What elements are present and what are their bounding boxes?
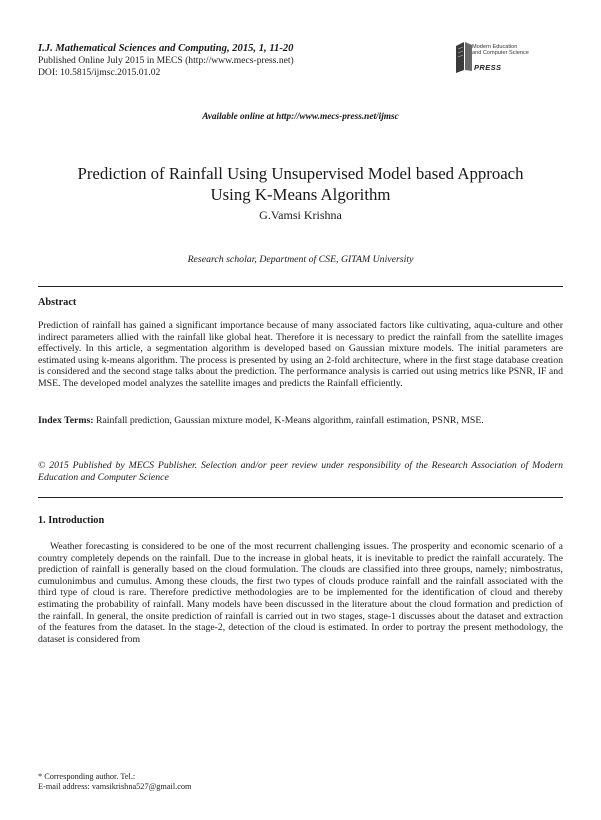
published-online: Published Online July 2015 in MECS (http://www.mecs-press.net) bbox=[38, 55, 294, 66]
logo-text bbox=[472, 44, 529, 57]
abstract-text: Prediction of rainfall has gained a significant importance because of many associated factors like cultivating, aqua-culture and other indirect parameters allied with the rainfall like global heat. Therefore it is necessary to predict the rainfall from the satellite images effectively. In this article, a segmentation algorithm is developed based on Gaussian mixture models. The initial parameters are estimated using k-means algorithm. The process is presented by using an 2-fold architecture, where in the first stage database creation is considered and the second stage talks about the prediction. The performance analysis is carried out using metrics like PSNR, IF and MSE. The developed model analyzes the satellite images and predicts the Rainfall efficiently. bbox=[38, 320, 563, 389]
title-line-1: Prediction of Rainfall Using Unsupervised Model based Approach bbox=[77, 164, 524, 183]
copyright-notice: © 2015 Published by MECS Publisher. Selection and/or peer review under responsibility of the Research Association of Modern Education and Computer Science bbox=[38, 460, 563, 483]
paper-title bbox=[30, 163, 571, 205]
author-name: G.Vamsi Krishna bbox=[259, 208, 342, 222]
logo-line-1: Modern Education bbox=[472, 44, 518, 50]
introduction-text: Weather forecasting is considered to be one of the most recurrent challenging issues. The prosperity and economic scenario of a country completely depends on the rainfall. Due to the increase in global heats, it is inevitable to predict the rainfall accurately. The prediction of rainfall is generally based on the cloud formulation. The clouds are classified into three groups, namely; nimbostratus, cumulonimbus and cumulus. Among these clouds, the first two types of clouds produce rainfall and the rainfall associated with the third type of cloud is rare. Therefore predictive methodologies are to be implemented for the identification of cloud and thereby estimating the probability of rainfall. Many models have been discussed in the literature about the cloud formation and prediction of the rainfall. In general, the onsite prediction of rainfall is carried out in two stages, stage-1 discusses about the dataset and extraction of the features from the dataset. In the stage-2, detection of the cloud is estimated. In order to portray the present methodology, the dataset is considered from bbox=[38, 541, 563, 645]
journal-citation: I.J. Mathematical Sciences and Computing, 2015, 1, 11-20 bbox=[38, 43, 294, 54]
mecs-press-logo bbox=[454, 38, 566, 84]
footnote-email: E-mail address: vamsikrishna527@gmail.com bbox=[38, 782, 192, 791]
divider-bottom bbox=[38, 497, 563, 498]
book-icon bbox=[454, 40, 474, 74]
footnote-corresponding: * Corresponding author. Tel.: bbox=[38, 772, 136, 781]
divider-top bbox=[38, 286, 563, 287]
introduction-heading: 1. Introduction bbox=[38, 515, 105, 526]
title-line-2: Using K-Means Algorithm bbox=[210, 185, 391, 204]
logo-line-2: and Computer Science bbox=[472, 50, 529, 57]
affiliation: Research scholar, Department of CSE, GITAM University bbox=[187, 254, 414, 265]
index-terms-label: Index Terms: bbox=[38, 415, 94, 426]
available-online: Available online at http://www.mecs-press.net/ijmsc bbox=[202, 112, 399, 122]
doi: DOI: 10.5815/ijmsc.2015.01.02 bbox=[38, 66, 161, 78]
footnote bbox=[38, 772, 438, 792]
abstract-heading: Abstract bbox=[38, 297, 77, 308]
index-terms bbox=[38, 415, 563, 427]
logo-press: PRESS bbox=[474, 63, 502, 72]
index-terms-text: Rainfall prediction, Gaussian mixture model, K-Means algorithm, rainfall estimation, PSNR, MSE. bbox=[93, 415, 484, 426]
